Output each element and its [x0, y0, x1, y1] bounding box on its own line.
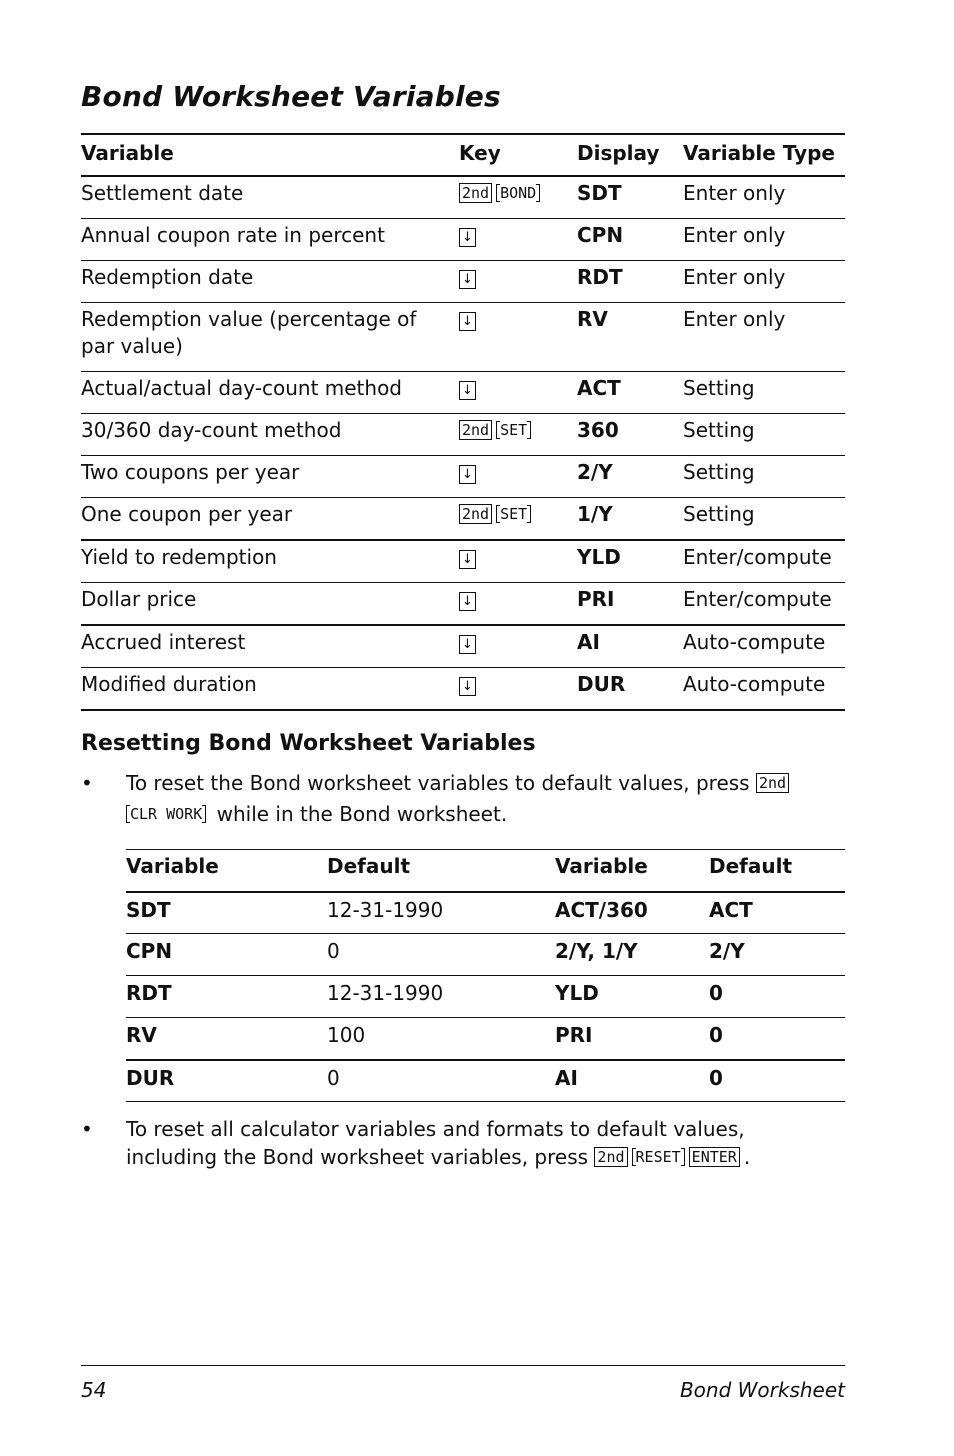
default-cell: 0 — [327, 1065, 340, 1090]
bullet-text-part: . — [743, 1145, 751, 1169]
display-cell: CPN — [577, 223, 624, 247]
bullet-dot: • — [81, 771, 93, 795]
default-cell: 12-31-1990 — [327, 897, 444, 922]
variable-cell: Redemption date — [81, 265, 254, 289]
bullet-reset-bond — [81, 768, 845, 832]
table-row — [81, 668, 845, 711]
display-cell: SDT — [577, 181, 622, 205]
header-variable: Variable — [555, 854, 648, 878]
bullet-text-part: including the Bond worksheet variables, press — [126, 1145, 589, 1169]
default-cell: 12-31-1990 — [327, 981, 444, 1005]
key-reset: RESET — [632, 1148, 685, 1166]
variable-cell: Settlement date — [81, 181, 244, 205]
down-arrow-key-icon: ↓ — [459, 550, 476, 569]
header-default: Default — [709, 854, 793, 878]
display-cell: PRI — [577, 587, 615, 611]
table-header-row — [81, 134, 845, 176]
calculator-key: 2nd — [459, 420, 492, 440]
variable-cell: YLD — [555, 981, 599, 1005]
display-cell: RV — [577, 307, 608, 331]
page-title: Bond Worksheet Variables — [81, 80, 501, 113]
table-row — [81, 176, 845, 219]
table-row — [81, 303, 845, 372]
table-row — [81, 498, 845, 541]
footer-section-title: Bond Worksheet — [679, 1378, 845, 1402]
table-row — [126, 976, 845, 1018]
table-row — [126, 892, 845, 934]
down-arrow-key-icon: ↓ — [459, 635, 476, 654]
key-cell — [459, 456, 577, 498]
default-cell: 0 — [709, 1065, 723, 1090]
variable-type-cell: Auto-compute — [683, 672, 826, 696]
default-cell: 2/Y — [709, 939, 745, 963]
default-cell: 0 — [709, 1023, 723, 1047]
header-variable: Variable — [126, 854, 219, 878]
variable-type-cell: Setting — [683, 460, 755, 484]
header-variable-type: Variable Type — [683, 141, 835, 165]
header-variable: Variable — [81, 141, 174, 165]
key-cell — [459, 303, 577, 372]
bullet-dot: • — [81, 1117, 93, 1141]
display-cell: 2/Y — [577, 460, 613, 484]
down-arrow-key-icon: ↓ — [459, 465, 476, 484]
header-default: Default — [327, 854, 411, 878]
default-cell: ACT — [709, 897, 753, 922]
table-row — [126, 1060, 845, 1102]
variable-cell: RV — [126, 1023, 157, 1047]
variable-cell: PRI — [555, 1023, 593, 1047]
key-cell — [459, 668, 577, 711]
key-cell — [459, 583, 577, 626]
resetting-heading: Resetting Bond Worksheet Variables — [81, 731, 536, 756]
key-cell — [459, 414, 577, 456]
key-2nd: 2nd — [594, 1147, 627, 1167]
variable-cell: Actual/actual day-count method — [81, 376, 403, 400]
down-arrow-key-icon: ↓ — [459, 312, 476, 331]
bullet-text-part: To reset the Bond worksheet variables to default values, press — [126, 771, 750, 795]
variable-cell: Modified duration — [81, 672, 257, 696]
bullet-text-part: while in the Bond worksheet. — [216, 802, 508, 826]
table-row — [81, 372, 845, 414]
variable-type-cell: Setting — [683, 376, 755, 400]
table-row — [81, 583, 845, 626]
variable-cell: Yield to redemption — [81, 545, 277, 569]
variable-cell: AI — [555, 1065, 578, 1090]
bullet-reset-all — [81, 1115, 845, 1179]
calculator-key: SET — [496, 421, 531, 439]
table-row — [81, 414, 845, 456]
variable-type-cell: Enter only — [683, 307, 786, 331]
default-cell: 0 — [709, 981, 723, 1005]
display-cell: DUR — [577, 672, 626, 696]
key-cell — [459, 176, 577, 219]
default-cell: 0 — [327, 939, 340, 963]
variable-type-cell: Enter/compute — [683, 587, 832, 611]
variable-type-cell: Setting — [683, 418, 755, 442]
table-row — [126, 1018, 845, 1060]
variable-cell: DUR — [126, 1065, 175, 1090]
defaults-header-row — [126, 850, 845, 892]
variable-type-cell: Enter only — [683, 223, 786, 247]
variable-cell: Dollar price — [81, 587, 197, 611]
variable-cell: Accrued interest — [81, 630, 246, 654]
variable-type-cell: Setting — [683, 502, 755, 526]
display-cell: RDT — [577, 265, 623, 289]
variable-cell: 30/360 day-count method — [81, 418, 342, 442]
key-2nd: 2nd — [756, 773, 789, 793]
calculator-key: SET — [496, 505, 531, 523]
table-row — [126, 934, 845, 976]
variable-cell: SDT — [126, 897, 171, 922]
down-arrow-key-icon: ↓ — [459, 381, 476, 400]
footer-divider — [81, 1365, 845, 1366]
variable-cell: Two coupons per year — [81, 460, 300, 484]
display-cell: YLD — [577, 545, 621, 569]
key-cell — [459, 540, 577, 583]
table-row — [81, 625, 845, 668]
bond-variables-table — [81, 133, 845, 711]
header-display: Display — [577, 141, 660, 165]
table-row — [81, 219, 845, 261]
page-number: 54 — [81, 1378, 107, 1402]
down-arrow-key-icon: ↓ — [459, 677, 476, 696]
bullet-text — [126, 768, 846, 830]
display-cell: 360 — [577, 418, 619, 442]
key-cell — [459, 219, 577, 261]
calculator-key: 2nd — [459, 504, 492, 524]
display-cell: 1/Y — [577, 502, 613, 526]
table-row — [81, 540, 845, 583]
variable-cell: 2/Y, 1/Y — [555, 939, 638, 963]
variable-cell: RDT — [126, 981, 172, 1005]
table-row — [81, 456, 845, 498]
down-arrow-key-icon: ↓ — [459, 592, 476, 611]
variable-cell: One coupon per year — [81, 502, 293, 526]
display-cell: ACT — [577, 376, 621, 400]
calculator-key: 2nd — [459, 183, 492, 203]
defaults-table — [126, 849, 845, 1102]
variable-type-cell: Auto-compute — [683, 630, 826, 654]
down-arrow-key-icon: ↓ — [459, 270, 476, 289]
variable-type-cell: Enter only — [683, 181, 786, 205]
variable-cell: CPN — [126, 939, 173, 963]
key-cell — [459, 261, 577, 303]
header-key: Key — [459, 141, 501, 165]
key-clr-work: CLR WORK — [126, 805, 206, 823]
key-cell — [459, 625, 577, 668]
down-arrow-key-icon: ↓ — [459, 228, 476, 247]
variable-cell: Annual coupon rate in percent — [81, 223, 385, 247]
variable-cell: Redemption value (percentage of par value) — [81, 307, 417, 358]
table-row — [81, 261, 845, 303]
variable-type-cell: Enter only — [683, 265, 786, 289]
variable-type-cell: Enter/compute — [683, 545, 832, 569]
variable-cell: ACT/360 — [555, 897, 648, 922]
key-enter: ENTER — [689, 1147, 740, 1167]
bullet-text-part: To reset all calculator variables and formats to default values, — [126, 1117, 745, 1141]
key-cell — [459, 498, 577, 541]
default-cell: 100 — [327, 1023, 366, 1047]
calculator-key: BOND — [496, 184, 540, 202]
bullet-text — [126, 1115, 846, 1171]
display-cell: AI — [577, 630, 600, 654]
key-cell — [459, 372, 577, 414]
